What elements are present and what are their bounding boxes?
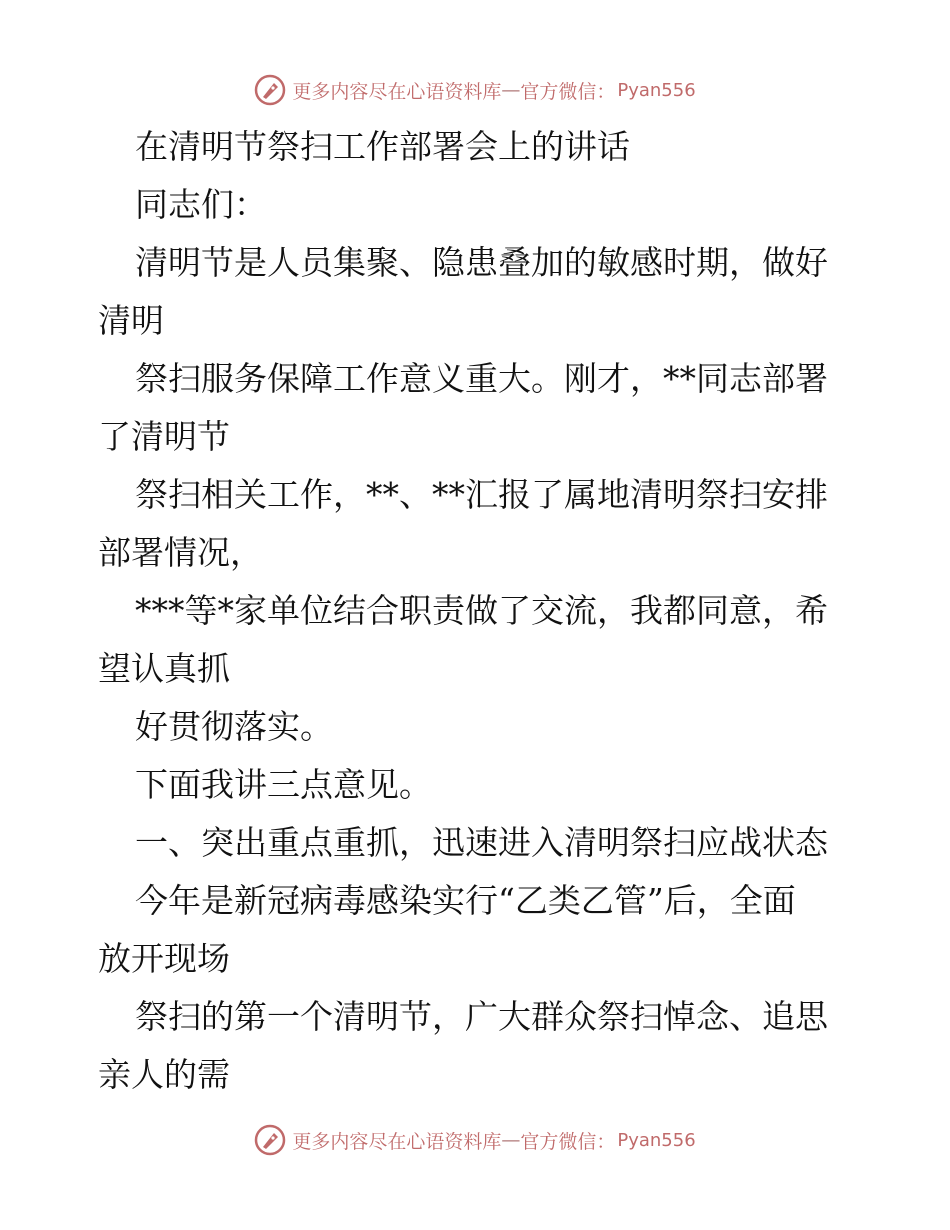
- paragraph-line: 下面我讲三点意见。: [135, 765, 432, 804]
- paragraph-line: 放开现场: [98, 939, 230, 978]
- section-heading: 一、突出重点重抓，迅速进入清明祭扫应战状态: [135, 823, 828, 862]
- paragraph-line: 清明: [98, 301, 164, 340]
- paragraph-line: 祭扫的第一个清明节，广大群众祭扫悼念、追思: [135, 997, 828, 1036]
- banner-wechat-id: Pyan556: [617, 1129, 696, 1151]
- paragraph-line: 祭扫相关工作，**、**汇报了属地清明祭扫安排: [135, 475, 828, 514]
- paragraph-line: 部署情况，: [98, 533, 263, 572]
- pen-nib-logo-icon: [254, 1124, 286, 1156]
- paragraph-line: 祭扫服务保障工作意义重大。刚才，**同志部署: [135, 359, 828, 398]
- header-watermark-banner: [0, 72, 950, 108]
- banner-wechat-id: Pyan556: [617, 79, 696, 101]
- paragraph-line: 今年是新冠病毒感染实行“乙类乙管”后，全面: [135, 881, 796, 920]
- paragraph-line: 了清明节: [98, 417, 230, 456]
- footer-watermark-banner: [0, 1122, 950, 1158]
- document-body: [0, 118, 950, 1104]
- paragraph-line: 好贯彻落实。: [135, 707, 333, 746]
- paragraph-line: 望认真抓: [98, 649, 230, 688]
- banner-dash: —: [501, 1129, 521, 1151]
- paragraph-line: ***等*家单位结合职责做了交流，我都同意，希: [135, 591, 828, 630]
- document-title: 在清明节祭扫工作部署会上的讲话: [135, 127, 630, 166]
- banner-text: 更多内容尽在心语资料库: [292, 80, 502, 103]
- salutation: 同志们：: [135, 185, 267, 224]
- banner-text: 更多内容尽在心语资料库: [292, 1130, 502, 1153]
- banner-label: 官方微信：: [520, 1130, 616, 1153]
- banner-dash: —: [501, 79, 521, 101]
- paragraph-line: 清明节是人员集聚、隐患叠加的敏感时期，做好: [135, 243, 828, 282]
- paragraph-line: 亲人的需: [98, 1055, 230, 1094]
- banner-label: 官方微信：: [520, 80, 616, 103]
- pen-nib-logo-icon: [254, 74, 286, 106]
